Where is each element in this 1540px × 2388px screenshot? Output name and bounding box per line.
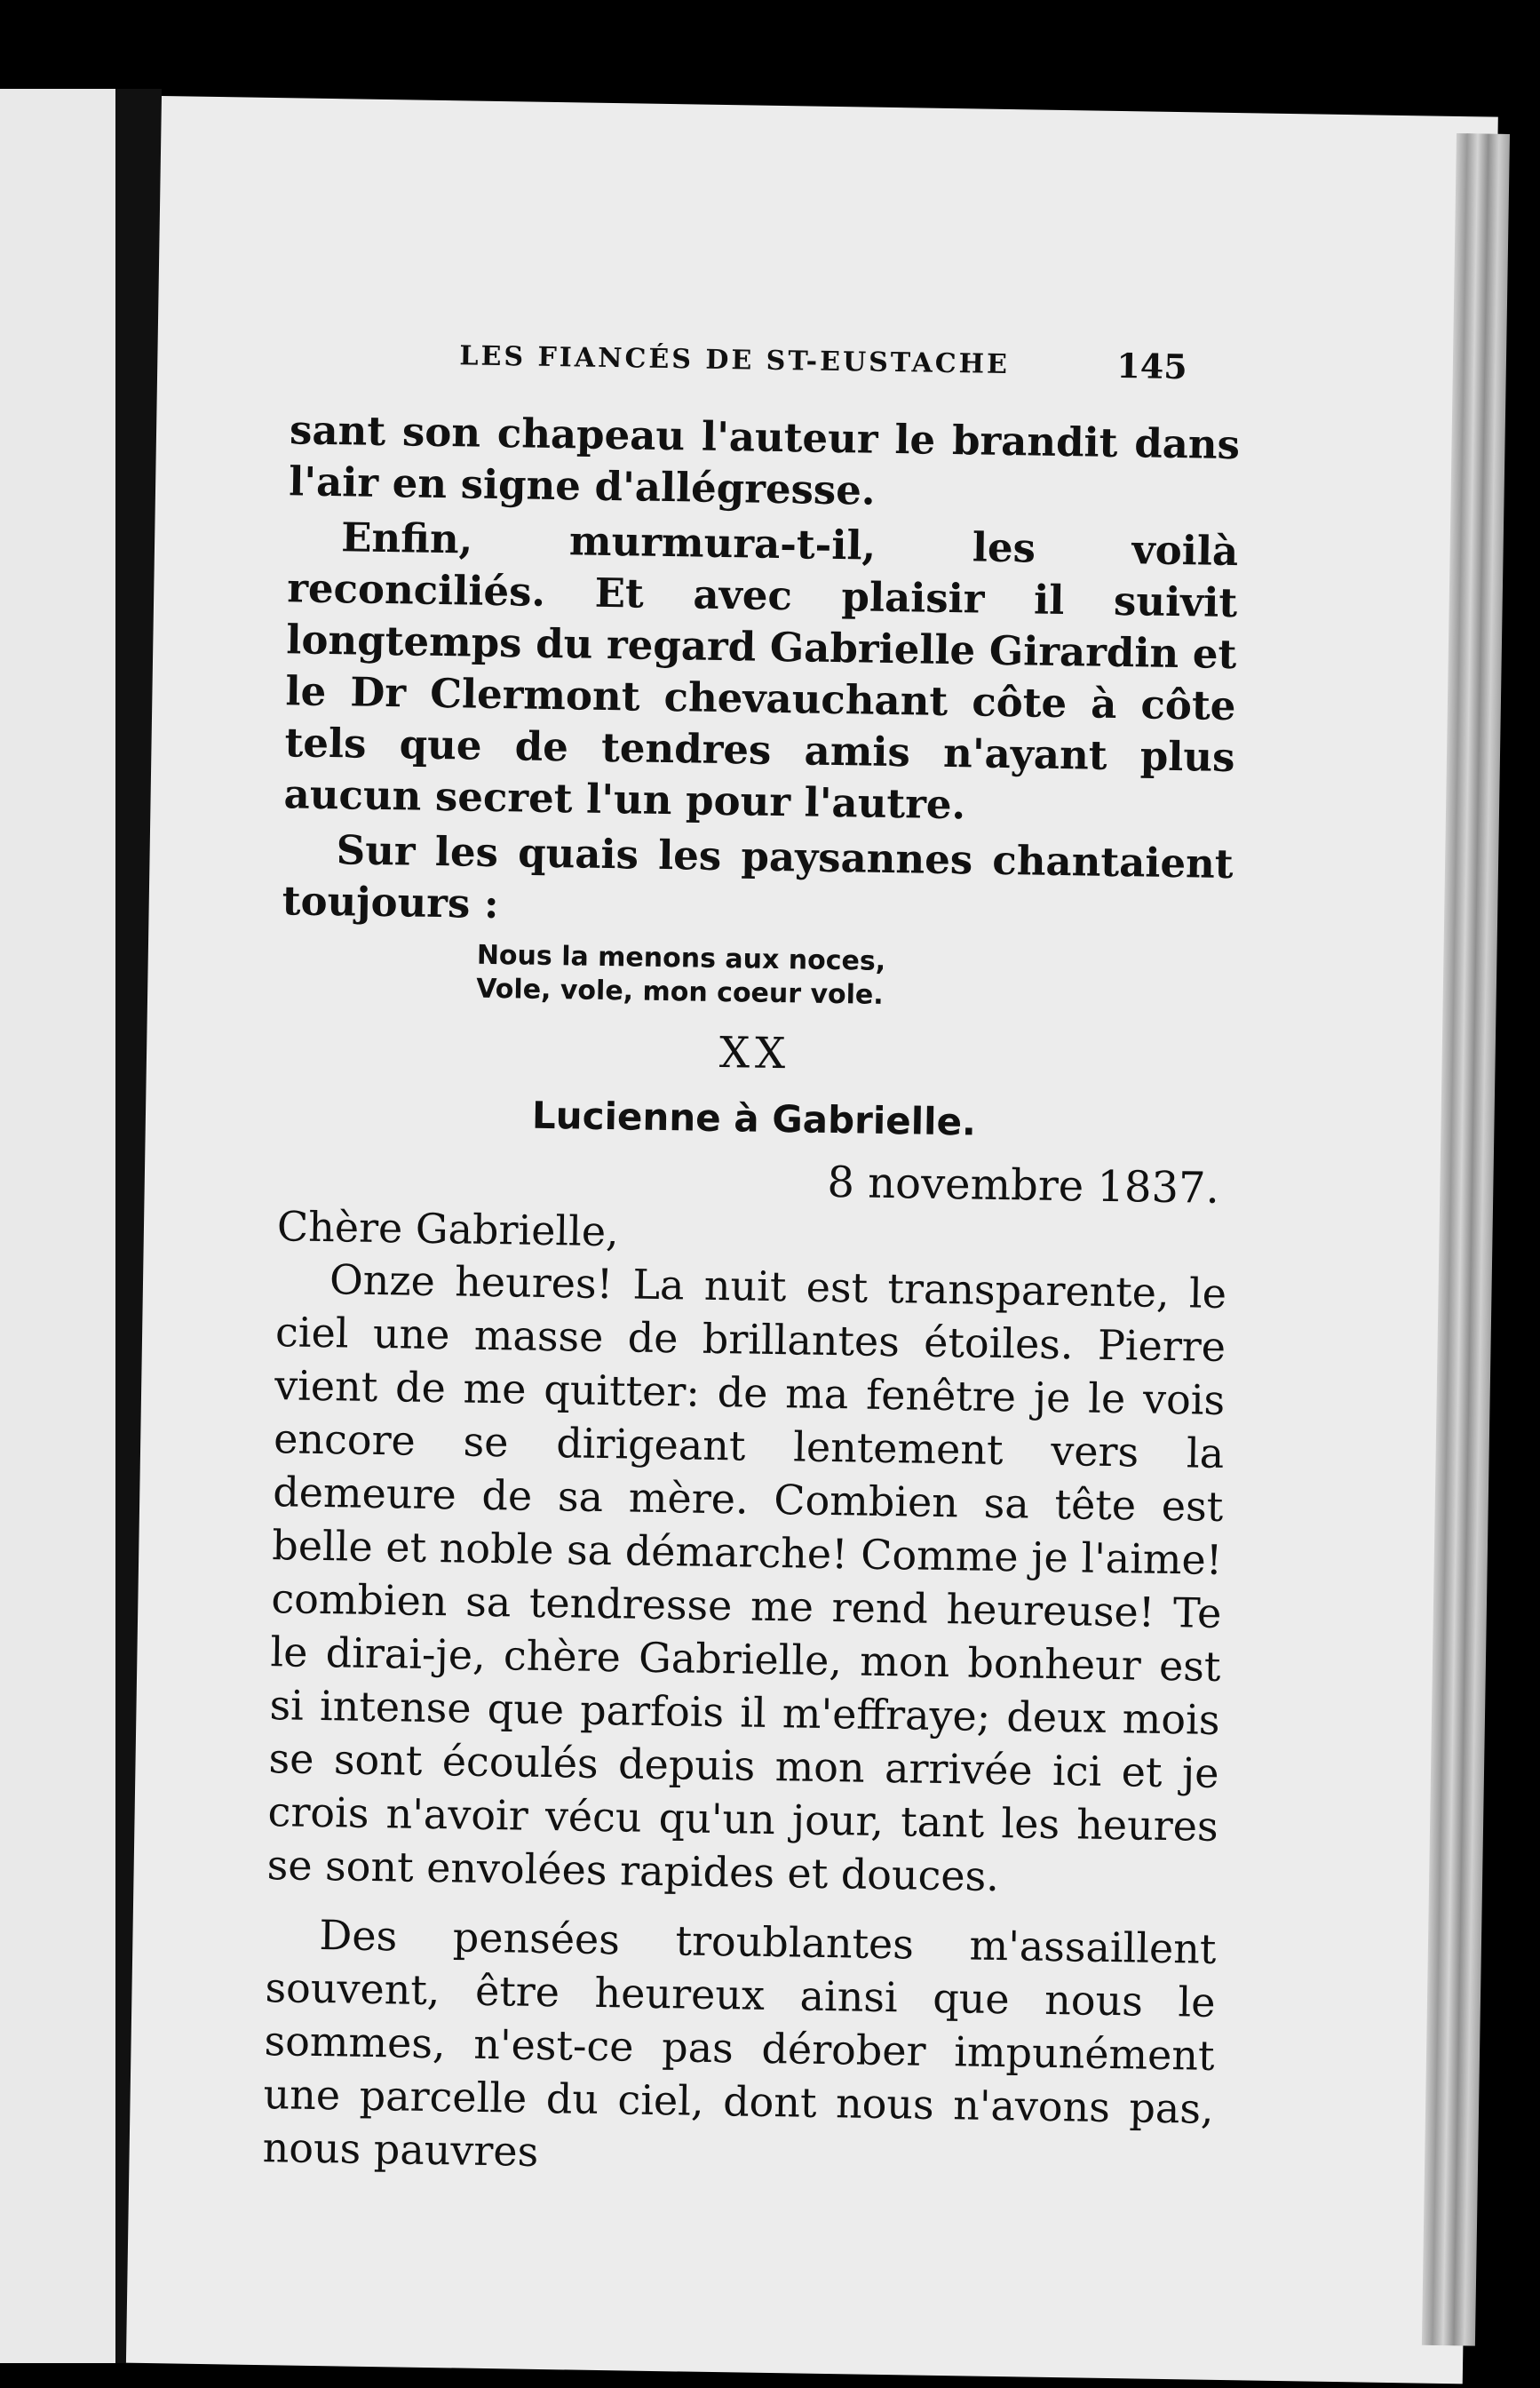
paragraph-sur-les-quais: Sur les quais les paysannes chantaient toujours : [282, 826, 1234, 928]
book-page [126, 96, 1498, 2384]
letter-salutation: Chère Gabrielle, [276, 1202, 620, 1256]
song-verse [476, 939, 1232, 1018]
paragraph-enfin: Enfin, murmura-t-il, les voilà reconciliés. Et avec plaisir il suivit longtemps du regard Gabrielle Girardin et le Dr Clermont chevauchant côte à côte tels que de tendres amis n'ayant plus aucun secret l'un pour l'autre. [283, 513, 1239, 829]
verse-line: Vole, vole, mon coeur vole. [475, 973, 884, 1011]
running-head [299, 329, 1233, 396]
paragraph-continuation: sant son chapeau l'auteur le brandit dans l'air en signe d'allégresse. [288, 406, 1241, 514]
running-title: LES FIANCÉS DE ST-EUSTACHE [459, 340, 1011, 381]
letter-paragraph: Onze heures! La nuit est transparente, le ciel une masse de brillantes étoiles. Pierre vient de me quitter: de ma fenêtre je le vois encore se dirigeant lentement vers la demeure de sa mère. Combien sa tête est belle et noble sa démarche! Comme je l'aime! combien sa tendresse me rend heureuse! Te le dirai-je, chère Gabrielle, mon bonheur est si intense que parfois il m'effraye; deux mois se sont écoulés depuis mon arrivée ici et je crois n'avoir vécu qu'un jour, tant les heures se sont envolées rapides et douces. [266, 1255, 1227, 1901]
facing-page-edge [0, 89, 115, 2363]
page-number: 145 [1116, 345, 1188, 387]
letter-paragraph: Des pensées troublantes m'assaillent souvent, être heureux ainsi que nous le sommes, n'est-ce pas dérober impunément une parcelle du ciel, dont nous n'avons pas, nous pauvres [262, 1911, 1217, 2176]
verse-line: Nous la menons aux noces, [476, 939, 886, 977]
page-text [262, 404, 1240, 2189]
chapter-heading: Lucienne à Gabrielle. [531, 1093, 977, 1144]
letter-date: 8 novembre 1837. [827, 1157, 1220, 1214]
chapter-number: XX [718, 1028, 791, 1079]
